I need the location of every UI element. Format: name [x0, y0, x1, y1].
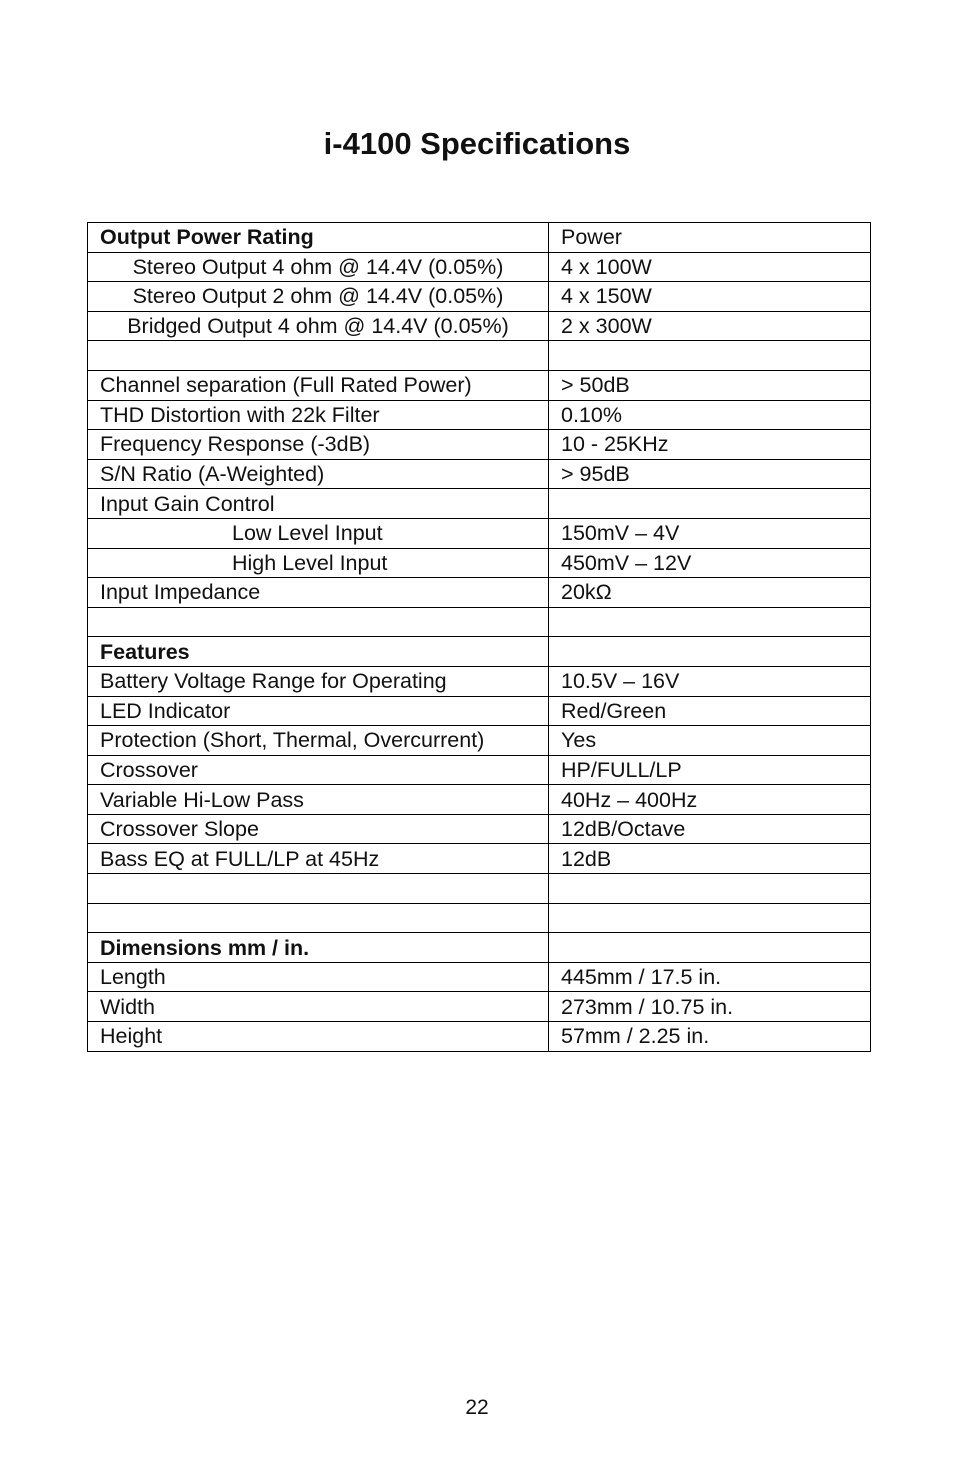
table-row	[88, 903, 871, 933]
spec-value-cell: 445mm / 17.5 in.	[549, 962, 871, 992]
table-row	[88, 874, 871, 904]
spec-label-cell: Bass EQ at FULL/LP at 45Hz	[88, 844, 549, 874]
spec-value-cell: 4 x 150W	[549, 282, 871, 312]
spec-label-cell: Frequency Response (-3dB)	[88, 430, 549, 460]
table-row	[88, 459, 871, 489]
spec-value-cell: 450mV – 12V	[549, 548, 871, 578]
table-row	[88, 430, 871, 460]
spec-label-cell: Width	[88, 992, 549, 1022]
specifications-table	[87, 222, 871, 1052]
table-row	[88, 311, 871, 341]
spec-label-cell: Channel separation (Full Rated Power)	[88, 370, 549, 400]
table-row	[88, 785, 871, 815]
spec-label-cell: Crossover	[88, 755, 549, 785]
spec-value-cell: 10 - 25KHz	[549, 430, 871, 460]
spec-value-cell	[549, 341, 871, 371]
spec-label-cell: Low Level Input	[88, 518, 549, 548]
spec-label-cell: Battery Voltage Range for Operating	[88, 666, 549, 696]
spec-label-cell: Length	[88, 962, 549, 992]
table-row	[88, 844, 871, 874]
spec-value-cell: 2 x 300W	[549, 311, 871, 341]
spec-value-cell	[549, 874, 871, 904]
table-row	[88, 341, 871, 371]
spec-label-cell: Crossover Slope	[88, 814, 549, 844]
spec-value-cell: 12dB	[549, 844, 871, 874]
specifications-table-body	[88, 223, 871, 1052]
spec-value-cell: Power	[549, 223, 871, 253]
spec-label-cell: Input Impedance	[88, 578, 549, 608]
spec-value-cell: Yes	[549, 726, 871, 756]
spec-value-cell: 12dB/Octave	[549, 814, 871, 844]
spec-value-cell: 57mm / 2.25 in.	[549, 1022, 871, 1052]
spec-label-cell: Input Gain Control	[88, 489, 549, 519]
spec-label-cell: THD Distortion with 22k Filter	[88, 400, 549, 430]
spec-value-cell: Red/Green	[549, 696, 871, 726]
spec-label-cell: Output Power Rating	[88, 223, 549, 253]
spec-label-cell: Stereo Output 4 ohm @ 14.4V (0.05%)	[88, 252, 549, 282]
spec-value-cell	[549, 637, 871, 667]
spec-value-cell: 40Hz – 400Hz	[549, 785, 871, 815]
spec-value-cell: 20kΩ	[549, 578, 871, 608]
table-row	[88, 548, 871, 578]
table-row	[88, 282, 871, 312]
table-row	[88, 1022, 871, 1052]
spec-label-cell	[88, 903, 549, 933]
table-row	[88, 696, 871, 726]
spec-label-cell: Bridged Output 4 ohm @ 14.4V (0.05%)	[88, 311, 549, 341]
table-row	[88, 607, 871, 637]
spec-value-cell	[549, 489, 871, 519]
table-row	[88, 962, 871, 992]
table-row	[88, 637, 871, 667]
table-row	[88, 252, 871, 282]
spec-label-cell	[88, 607, 549, 637]
spec-label-cell: High Level Input	[88, 548, 549, 578]
spec-value-cell: 10.5V – 16V	[549, 666, 871, 696]
table-row	[88, 814, 871, 844]
spec-value-cell	[549, 903, 871, 933]
spec-value-cell: 0.10%	[549, 400, 871, 430]
table-row	[88, 489, 871, 519]
spec-label-cell: LED Indicator	[88, 696, 549, 726]
table-row	[88, 518, 871, 548]
spec-label-cell: Height	[88, 1022, 549, 1052]
spec-value-cell: 150mV – 4V	[549, 518, 871, 548]
spec-value-cell	[549, 933, 871, 963]
table-row	[88, 726, 871, 756]
table-row	[88, 578, 871, 608]
spec-label-cell: Features	[88, 637, 549, 667]
page-title: i-4100 Specifications	[323, 126, 631, 161]
table-row	[88, 992, 871, 1022]
table-row	[88, 933, 871, 963]
spec-value-cell	[549, 607, 871, 637]
spec-value-cell: HP/FULL/LP	[549, 755, 871, 785]
spec-label-cell: Protection (Short, Thermal, Overcurrent)	[88, 726, 549, 756]
table-row	[88, 223, 871, 253]
table-row	[88, 370, 871, 400]
spec-label-cell: Dimensions mm / in.	[88, 933, 549, 963]
table-row	[88, 755, 871, 785]
page-number: 22	[465, 1396, 489, 1419]
spec-value-cell: > 50dB	[549, 370, 871, 400]
spec-label-cell: Stereo Output 2 ohm @ 14.4V (0.05%)	[88, 282, 549, 312]
spec-label-cell	[88, 341, 549, 371]
table-row	[88, 666, 871, 696]
table-row	[88, 400, 871, 430]
spec-label-cell: Variable Hi-Low Pass	[88, 785, 549, 815]
spec-value-cell: 4 x 100W	[549, 252, 871, 282]
spec-label-cell: S/N Ratio (A-Weighted)	[88, 459, 549, 489]
spec-value-cell: > 95dB	[549, 459, 871, 489]
spec-label-cell	[88, 874, 549, 904]
spec-value-cell: 273mm / 10.75 in.	[549, 992, 871, 1022]
